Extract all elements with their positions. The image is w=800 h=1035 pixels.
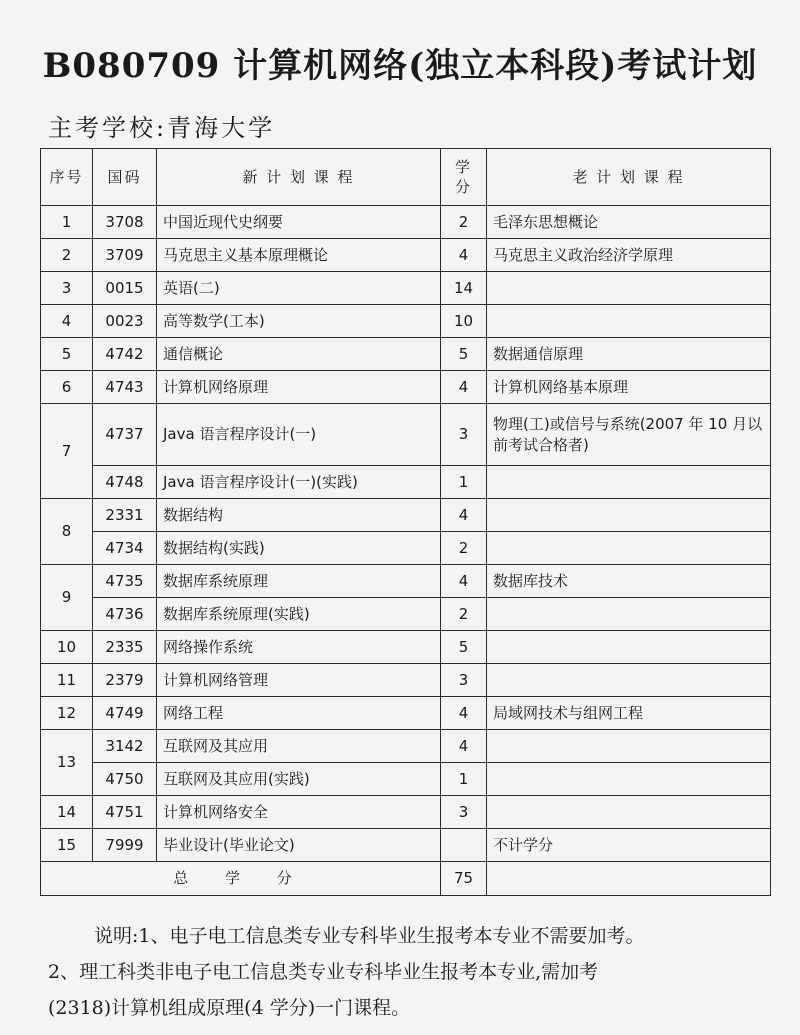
cell-index: 4: [41, 305, 93, 338]
cell-course: 中国近现代史纲要: [157, 206, 441, 239]
cell-index: 15: [41, 829, 93, 862]
cell-index: 7: [41, 404, 93, 499]
header-index: 序号: [41, 149, 93, 206]
cell-code: 4734: [93, 532, 157, 565]
cell-index: 5: [41, 338, 93, 371]
cell-credit: 2: [441, 206, 487, 239]
total-credits: 75: [441, 862, 487, 896]
cell-credit: 4: [441, 730, 487, 763]
cell-old-course: [487, 598, 771, 631]
table-row: [41, 730, 771, 763]
cell-index: 13: [41, 730, 93, 796]
cell-course: 互联网及其应用: [157, 730, 441, 763]
cell-course: 计算机网络管理: [157, 664, 441, 697]
cell-old-course: 计算机网络基本原理: [487, 371, 771, 404]
cell-code: 4742: [93, 338, 157, 371]
header-new-course: 新 计 划 课 程: [157, 149, 441, 206]
cell-old-course: 局域网技术与组网工程: [487, 697, 771, 730]
cell-course: 马克思主义基本原理概论: [157, 239, 441, 272]
cell-old-course: [487, 272, 771, 305]
cell-old-course: [487, 532, 771, 565]
cell-code: 0023: [93, 305, 157, 338]
cell-code: 4735: [93, 565, 157, 598]
cell-old-course: [487, 763, 771, 796]
exam-plan-table: [40, 148, 771, 896]
cell-course: 数据库系统原理: [157, 565, 441, 598]
cell-code: 4743: [93, 371, 157, 404]
cell-credit: 2: [441, 532, 487, 565]
cell-code: 4750: [93, 763, 157, 796]
header-credit: 学分: [441, 149, 487, 206]
cell-index: 6: [41, 371, 93, 404]
cell-old-course: 马克思主义政治经济学原理: [487, 239, 771, 272]
table-row: [41, 338, 771, 371]
cell-course: 数据结构: [157, 499, 441, 532]
table-row: [41, 466, 771, 499]
cell-code: 4749: [93, 697, 157, 730]
cell-credit: 4: [441, 697, 487, 730]
cell-code: 2379: [93, 664, 157, 697]
table-header-row: [41, 149, 771, 206]
cell-code: 4737: [93, 404, 157, 466]
cell-code: 2335: [93, 631, 157, 664]
cell-credit: 3: [441, 404, 487, 466]
cell-credit: 1: [441, 466, 487, 499]
cell-course: Java 语言程序设计(一): [157, 404, 441, 466]
cell-old-course: [487, 796, 771, 829]
cell-index: 8: [41, 499, 93, 565]
cell-index: 12: [41, 697, 93, 730]
note-line-2: 2、理工科类非电子电工信息类专业专科毕业生报考本专业,需加考: [48, 961, 599, 983]
cell-course: 数据库系统原理(实践): [157, 598, 441, 631]
cell-old-course: [487, 664, 771, 697]
cell-code: 0015: [93, 272, 157, 305]
cell-credit: 5: [441, 631, 487, 664]
cell-credit: 10: [441, 305, 487, 338]
cell-course: 互联网及其应用(实践): [157, 763, 441, 796]
table-row: [41, 697, 771, 730]
cell-index: 1: [41, 206, 93, 239]
cell-index: 10: [41, 631, 93, 664]
table-row: [41, 664, 771, 697]
cell-credit: 4: [441, 239, 487, 272]
cell-old-course: [487, 305, 771, 338]
table-row: [41, 796, 771, 829]
table-row: [41, 499, 771, 532]
cell-credit: 14: [441, 272, 487, 305]
total-row: [41, 862, 771, 896]
cell-credit: 4: [441, 499, 487, 532]
note-line-1: 说明:1、电子电工信息类专业专科毕业生报考本专业不需要加考。: [94, 925, 645, 947]
cell-credit: 4: [441, 565, 487, 598]
cell-credit: 5: [441, 338, 487, 371]
cell-old-course: 毛泽东思想概论: [487, 206, 771, 239]
cell-code: 4751: [93, 796, 157, 829]
cell-code: 7999: [93, 829, 157, 862]
notes: [48, 918, 788, 1026]
examining-school: 主考学校:青海大学: [48, 114, 276, 142]
cell-credit: [441, 829, 487, 862]
cell-credit: 2: [441, 598, 487, 631]
cell-index: 9: [41, 565, 93, 631]
cell-course: 计算机网络安全: [157, 796, 441, 829]
cell-index: 2: [41, 239, 93, 272]
cell-course: 网络工程: [157, 697, 441, 730]
cell-old-course: [487, 730, 771, 763]
table-row: [41, 272, 771, 305]
cell-course: 毕业设计(毕业论文): [157, 829, 441, 862]
cell-index: 14: [41, 796, 93, 829]
cell-course: 网络操作系统: [157, 631, 441, 664]
cell-old-course: 数据通信原理: [487, 338, 771, 371]
cell-course: 高等数学(工本): [157, 305, 441, 338]
cell-code: 4736: [93, 598, 157, 631]
cell-old-course: [487, 499, 771, 532]
cell-code: 3709: [93, 239, 157, 272]
table-row: [41, 565, 771, 598]
cell-old-course: 物理(工)或信号与系统(2007 年 10 月以前考试合格者): [487, 404, 771, 466]
table-row: [41, 763, 771, 796]
cell-code: 3708: [93, 206, 157, 239]
cell-code: 4748: [93, 466, 157, 499]
cell-course: 数据结构(实践): [157, 532, 441, 565]
header-code: 国码: [93, 149, 157, 206]
cell-credit: 3: [441, 664, 487, 697]
cell-index: 11: [41, 664, 93, 697]
table-row: [41, 532, 771, 565]
table-row: [41, 206, 771, 239]
cell-old-course: [487, 466, 771, 499]
cell-course: Java 语言程序设计(一)(实践): [157, 466, 441, 499]
table-row: [41, 829, 771, 862]
cell-old-course: [487, 631, 771, 664]
header-old-course: 老 计 划 课 程: [487, 149, 771, 206]
table-row: [41, 305, 771, 338]
cell-code: 2331: [93, 499, 157, 532]
table-row: [41, 371, 771, 404]
cell-credit: 3: [441, 796, 487, 829]
table-row: [41, 404, 771, 466]
cell-course: 英语(二): [157, 272, 441, 305]
cell-code: 3142: [93, 730, 157, 763]
cell-credit: 4: [441, 371, 487, 404]
cell-index: 3: [41, 272, 93, 305]
cell-old-course: 不计学分: [487, 829, 771, 862]
table-row: [41, 598, 771, 631]
total-old-cell: [487, 862, 771, 896]
cell-course: 通信概论: [157, 338, 441, 371]
page-title: B080709 计算机网络(独立本科段)考试计划: [42, 46, 758, 86]
cell-credit: 1: [441, 763, 487, 796]
table-row: [41, 631, 771, 664]
cell-old-course: 数据库技术: [487, 565, 771, 598]
total-label: 总 学 分: [41, 862, 441, 896]
cell-course: 计算机网络原理: [157, 371, 441, 404]
note-line-3: (2318)计算机组成原理(4 学分)一门课程。: [48, 997, 411, 1019]
table-row: [41, 239, 771, 272]
